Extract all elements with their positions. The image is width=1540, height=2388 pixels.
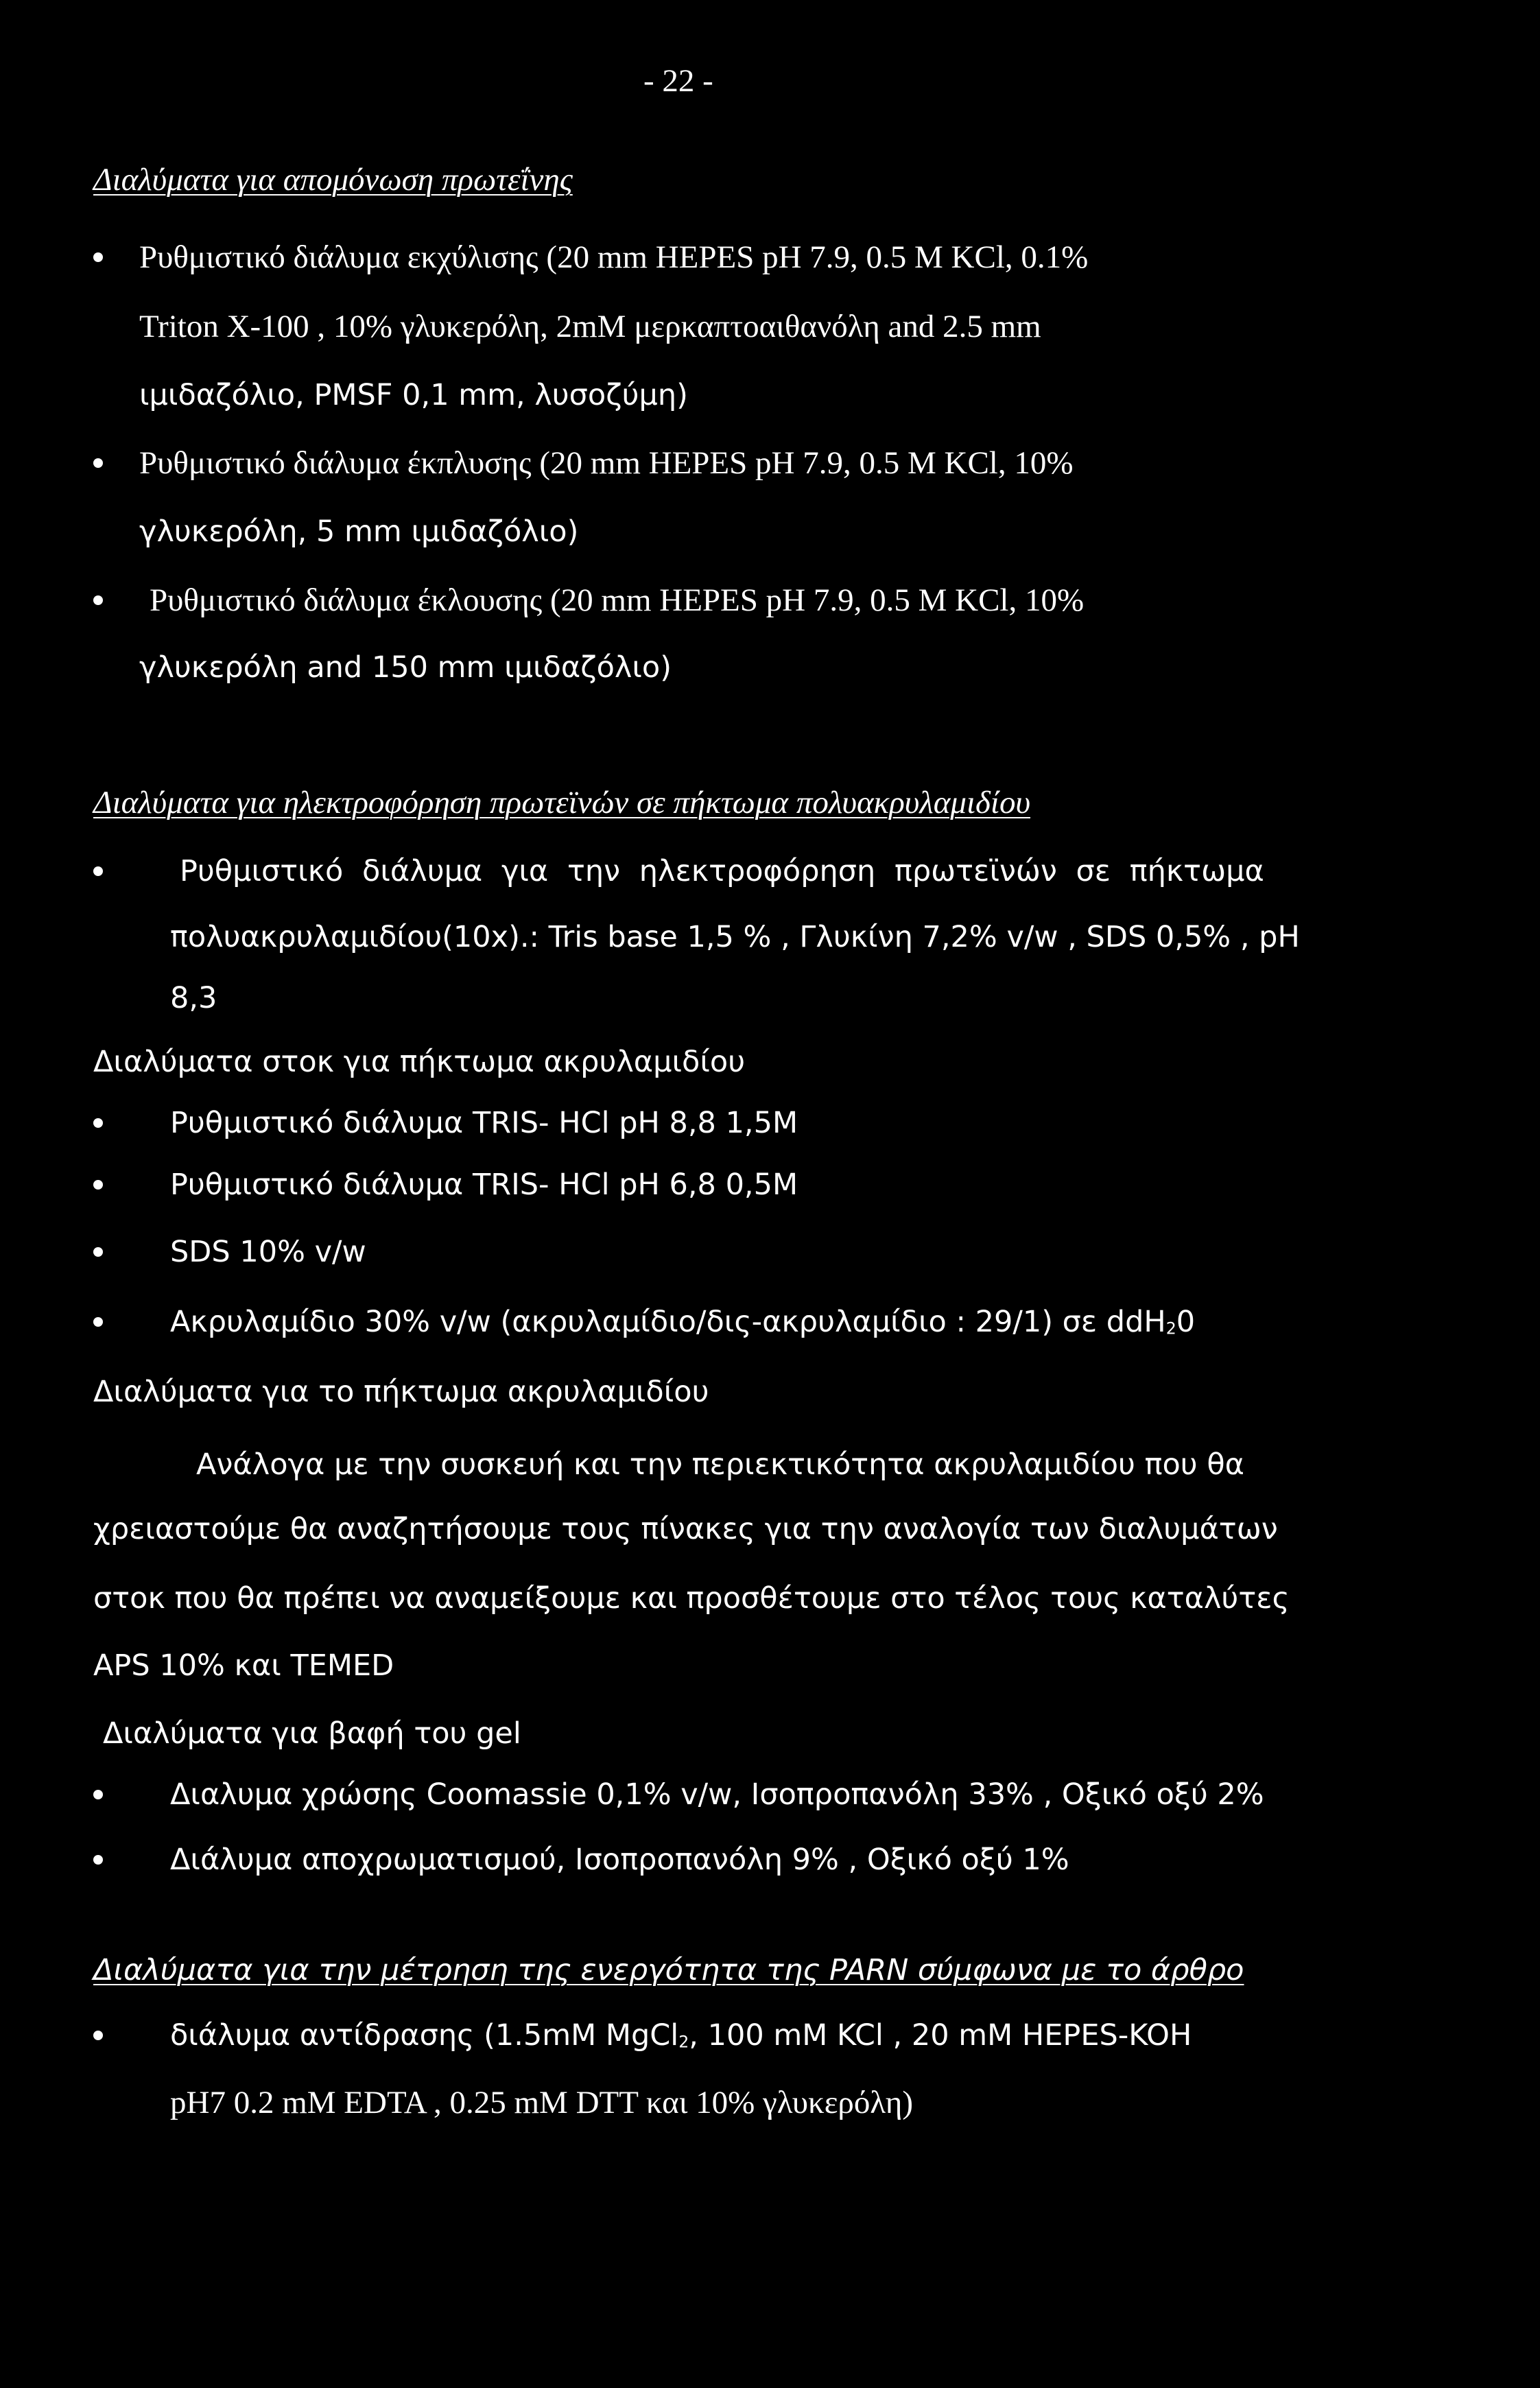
section-heading-electrophoresis: Διαλύματα για ηλεκτροφόρηση πρωτεϊνών σε πήκτωμα πολυακρυλαμιδίου: [93, 785, 1031, 820]
section-heading-parn-assay: Διαλύματα για την μέτρηση της ενεργότητα της PARN σύμφωνα με το άρθρο: [93, 1953, 1244, 1987]
paragraph-line1: Ανάλογα με την συσκευή και την περιεκτικότητα ακρυλαμιδίου που θα: [196, 1447, 1244, 1482]
section-heading-protein-isolation: Διαλύματα για απομόνωση πρωτεΐνης: [93, 162, 573, 198]
list-item-wash-buffer-line2: γλυκερόλη, 5 mm ιμιδαζόλιο): [139, 515, 579, 549]
paragraph-line4: APS 10% και TEMED: [93, 1648, 394, 1683]
list-item-elution-buffer-line1: Ρυθμιστικό διάλυμα έκλουσης (20 mm HEPES pH 7.9, 0.5 M KCl, 10%: [150, 582, 1085, 618]
acrylamide-subscript: 2: [1165, 1319, 1176, 1338]
paragraph-line3: στοκ που θα πρέπει να αναμείξουμε και προσθέτουμε στο τέλος τους καταλύτες: [93, 1581, 1290, 1616]
reaction-buffer-subscript: 2: [678, 2032, 689, 2052]
paragraph-line2: χρειαστούμε θα αναζητήσουμε τους πίνακες για την αναλογία των διαλυμάτων: [93, 1512, 1278, 1546]
running-buffer-composition: : Tris base 1,5 % , Γλυκίνη 7,2% v/w , SDS 0,5% , pH: [529, 920, 1300, 954]
bullet-icon: [93, 1855, 103, 1865]
list-item-extraction-buffer-line3: ιμιδαζόλιο, PMSF 0,1 mm, λυσοζύμη): [139, 378, 688, 412]
section-heading-gel-solutions: Διαλύματα για το πήκτωμα ακρυλαμιδίου: [93, 1375, 709, 1409]
list-item-running-buffer-line3: 8,3: [170, 981, 217, 1015]
running-buffer-name: πολυακρυλαμιδίου(10x).: [170, 920, 530, 954]
acrylamide-text: Ακρυλαμίδιο 30% v/w (ακρυλαμίδιο/δις-ακρυλαμίδιο : 29/1) σε ddH: [170, 1305, 1166, 1339]
bullet-icon: [93, 1790, 103, 1799]
list-item-reaction-buffer-line2: pH7 0.2 mM EDTA , 0.25 mM DTT και 10% γλυκερόλη): [170, 2085, 913, 2120]
list-item-sds: SDS 10% v/w: [170, 1235, 366, 1269]
section-heading-stock-solutions: Διαλύματα στοκ για πήκτωμα ακρυλαμιδίου: [93, 1045, 746, 1079]
bullet-icon: [93, 595, 103, 605]
bullet-icon: [93, 1247, 103, 1257]
list-item-acrylamide: [170, 1301, 1195, 1349]
list-item-reaction-buffer-line1: [170, 2015, 1192, 2063]
bullet-icon: [93, 458, 103, 468]
list-item-tris-68: Ρυθμιστικό διάλυμα TRIS- HCl pH 6,8 0,5M: [170, 1168, 798, 1202]
acrylamide-end: 0: [1176, 1305, 1196, 1339]
list-item-extraction-buffer-line2: Triton X-100 , 10% γλυκερόλη, 2mM μερκαπτοαιθανόλη and 2.5 mm: [139, 309, 1041, 344]
page-number: - 22 -: [643, 63, 713, 99]
list-item-tris-88: Ρυθμιστικό διάλυμα TRIS- HCl pH 8,8 1,5M: [170, 1106, 798, 1140]
bullet-icon: [93, 1317, 103, 1327]
reaction-buffer-text: διάλυμα αντίδρασης (1.5mM MgCl: [170, 2018, 679, 2053]
list-item-elution-buffer-line2: γλυκερόλη and 150 mm ιμιδαζόλιο): [139, 650, 672, 685]
list-item-wash-buffer-line1: Ρυθμιστικό διάλυμα έκπλυσης (20 mm HEPES pH 7.9, 0.5 M KCl, 10%: [139, 445, 1074, 481]
section-heading-staining: Διαλύματα για βαφή του gel: [103, 1716, 521, 1751]
list-item-extraction-buffer-line1: Ρυθμιστικό διάλυμα εκχύλισης (20 mm HEPES pH 7.9, 0.5 M KCl, 0.1%: [139, 239, 1089, 275]
bullet-icon: [93, 866, 103, 876]
bullet-icon: [93, 1180, 103, 1190]
bullet-icon: [93, 2031, 103, 2040]
list-item-running-buffer-line2: [170, 917, 1300, 958]
list-item-destain: Διάλυμα αποχρωματισμού, Ισοπροπανόλη 9% , Οξικό οξύ 1%: [170, 1843, 1069, 1877]
reaction-buffer-text-end: , 100 mM KCl , 20 mM HEPES-KOH: [689, 2018, 1192, 2053]
list-item-coomassie: Διαλυμα χρώσης Coomassie 0,1% v/w, Ισοπροπανόλη 33% , Οξικό οξύ 2%: [170, 1777, 1264, 1812]
bullet-icon: [93, 252, 103, 262]
list-item-running-buffer-line1: Ρυθμιστικό διάλυμα για την ηλεκτροφόρηση πρωτεϊνών σε πήκτωμα: [180, 854, 1264, 888]
bullet-icon: [93, 1118, 103, 1128]
